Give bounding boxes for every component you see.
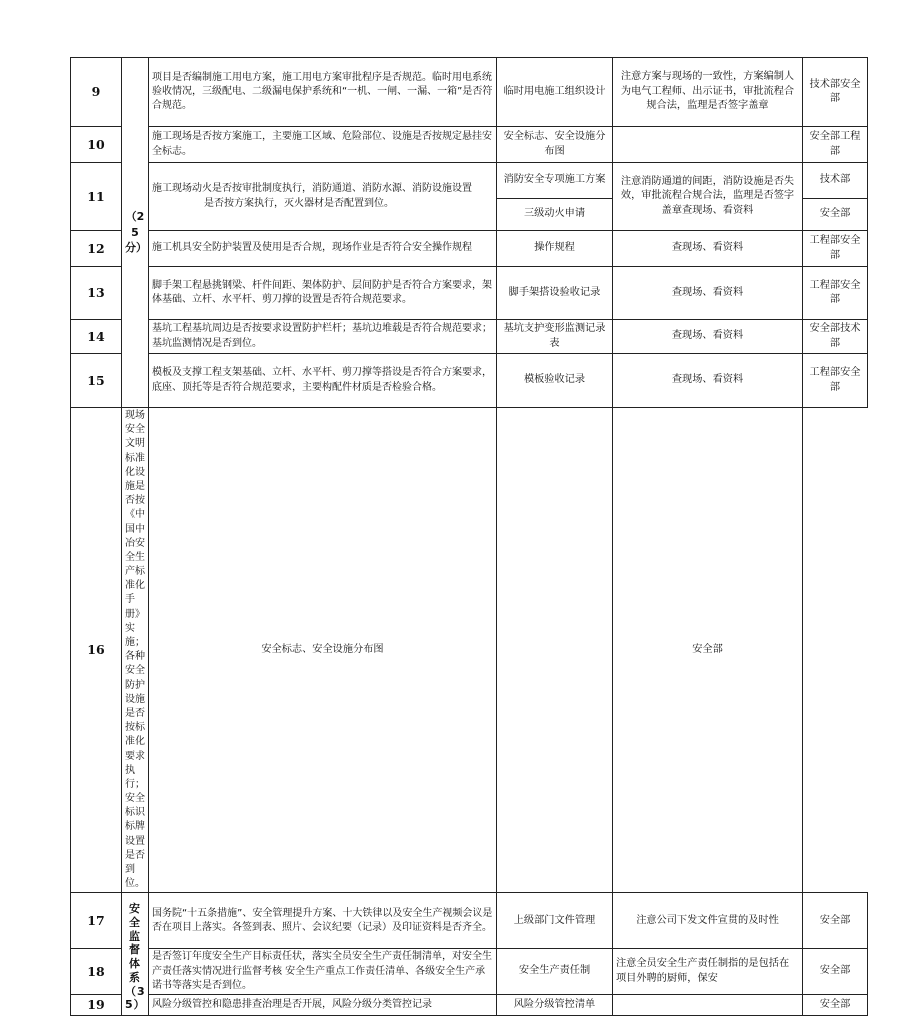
row-number: 19 [71, 994, 122, 1015]
check-content: 模板及支撑工程支架基础、立杆、水平杆、剪刀撑等搭设是否符合方案要求，底座、顶托等是否符合规范要求，主要构配件材质是否检验合格。 [149, 354, 497, 408]
table-row [71, 893, 868, 949]
responsible-dept: 安全部 [613, 408, 803, 893]
check-basis: 三级动火申请 [497, 199, 613, 231]
responsible-dept: 安全部技术部 [803, 320, 868, 354]
check-basis: 模板验收记录 [497, 354, 613, 408]
row-number: 18 [71, 949, 122, 995]
responsible-dept: 安全部 [803, 199, 868, 231]
check-basis: 操作规程 [497, 231, 613, 267]
check-note: 注意公司下发文件宣贯的及时性 [613, 893, 803, 949]
responsible-dept: 安全部 [803, 994, 868, 1015]
table-row [71, 163, 868, 199]
row-number: 15 [71, 354, 122, 408]
check-basis: 上级部门文件管理 [497, 893, 613, 949]
check-basis: 安全生产责任制 [497, 949, 613, 995]
check-content: 现场安全文明标准化设施是否按《中国中冶安全生产标准化手册》实施；各种安全防护设施是否按标准化要求执行；安全标识标牌设置是否到位。 [122, 408, 149, 893]
category-score: （25分） [125, 210, 147, 255]
row-number: 16 [71, 408, 122, 893]
check-note [613, 127, 803, 163]
check-note [613, 994, 803, 1015]
responsible-dept: 工程部安全部 [803, 231, 868, 267]
table-row [71, 267, 868, 320]
responsible-dept: 工程部安全部 [803, 267, 868, 320]
table-row [71, 949, 868, 995]
table-row [71, 320, 868, 354]
check-content-line: 是否按方案执行，灭火器材是否配置到位。 [204, 197, 394, 209]
table-row [71, 994, 868, 1015]
check-content [149, 163, 497, 231]
check-note: 查现场、看资料 [613, 231, 803, 267]
row-number: 10 [71, 127, 122, 163]
row-number: 9 [71, 58, 122, 127]
check-basis: 脚手架搭设验收记录 [497, 267, 613, 320]
check-note: 查现场、看资料 [613, 267, 803, 320]
table-row [71, 231, 868, 267]
category-label: 安全监督体系（35） [125, 902, 146, 1012]
responsible-dept: 安全部 [803, 949, 868, 995]
check-content: 项目是否编制施工用电方案，施工用电方案审批程序是否规范。临时用电系统验收情况，三级配电、二级漏电保护系统和“一机、一闸、一漏、一箱”是否符合规范。 [149, 58, 497, 127]
row-number: 17 [71, 893, 122, 949]
row-number: 13 [71, 267, 122, 320]
check-content: 施工机具安全防护装置及使用是否合规，现场作业是否符合安全操作规程 [149, 231, 497, 267]
check-basis: 消防安全专项施工方案 [497, 163, 613, 199]
check-note: 注意方案与现场的一致性，方案编制人为电气工程师、出示证书，审批流程合规合法，监理是否签字盖章 [613, 58, 803, 127]
table-row [71, 408, 868, 893]
responsible-dept: 技术部安全部 [803, 58, 868, 127]
responsible-dept: 安全部工程部 [803, 127, 868, 163]
check-basis: 安全标志、安全设施分布图 [149, 408, 497, 893]
responsible-dept: 安全部 [803, 893, 868, 949]
check-basis: 临时用电施工组织设计 [497, 58, 613, 127]
check-content: 基坑工程基坑周边是否按要求设置防护栏杆；基坑边堆载是否符合规范要求；基坑监测情况是否到位。 [149, 320, 497, 354]
table-row [71, 354, 868, 408]
check-content: 风险分级管控和隐患排查治理是否开展，风险分级分类管控记录 [149, 994, 497, 1015]
row-number: 12 [71, 231, 122, 267]
row-number: 11 [71, 163, 122, 231]
check-note: 查现场、看资料 [613, 354, 803, 408]
check-basis: 基坑支护变形监测记录表 [497, 320, 613, 354]
row-number: 14 [71, 320, 122, 354]
check-note: 查现场、看资料 [613, 320, 803, 354]
check-content: 脚手架工程悬挑钢梁、杆件间距、架体防护、层间防护是否符合方案要求，架体基础、立杆、水平杆、剪刀撑的设置是否符合规范要求。 [149, 267, 497, 320]
check-content: 施工现场是否按方案施工，主要施工区域、危险部位、设施是否按规定悬挂安全标志。 [149, 127, 497, 163]
responsible-dept: 工程部安全部 [803, 354, 868, 408]
check-note: 注意消防通道的间距，消防设施是否失效，审批流程合规合法，监理是否签字盖章查现场、看资料 [613, 163, 803, 231]
check-note [497, 408, 613, 893]
category-cell [122, 58, 149, 408]
check-content: 国务院“十五条措施”、安全管理提升方案、十大铁律以及安全生产视频会议是否在项目上落实。各签到表、照片、会议纪要（记录）及印证资料是否齐全。 [149, 893, 497, 949]
check-basis: 安全标志、安全设施分布图 [497, 127, 613, 163]
check-note: 注意全员安全生产责任制指的是包括在项目外聘的厨师，保安 [613, 949, 803, 995]
check-content-line: 施工现场动火是否按审批制度执行，消防通道、消防水源、消防设施设置 [152, 183, 472, 195]
table-row [71, 127, 868, 163]
check-content: 是否签订年度安全生产目标责任状，落实全员安全生产责任制清单，对安全生产责任落实情况进行监督考核 安全生产重点工作责任清单、各级安全生产承诺书等落实是否到位。 [149, 949, 497, 995]
category-cell [122, 893, 149, 1015]
table-row [71, 58, 868, 127]
safety-inspection-table [70, 57, 868, 1016]
check-basis: 风险分级管控清单 [497, 994, 613, 1015]
responsible-dept: 技术部 [803, 163, 868, 199]
